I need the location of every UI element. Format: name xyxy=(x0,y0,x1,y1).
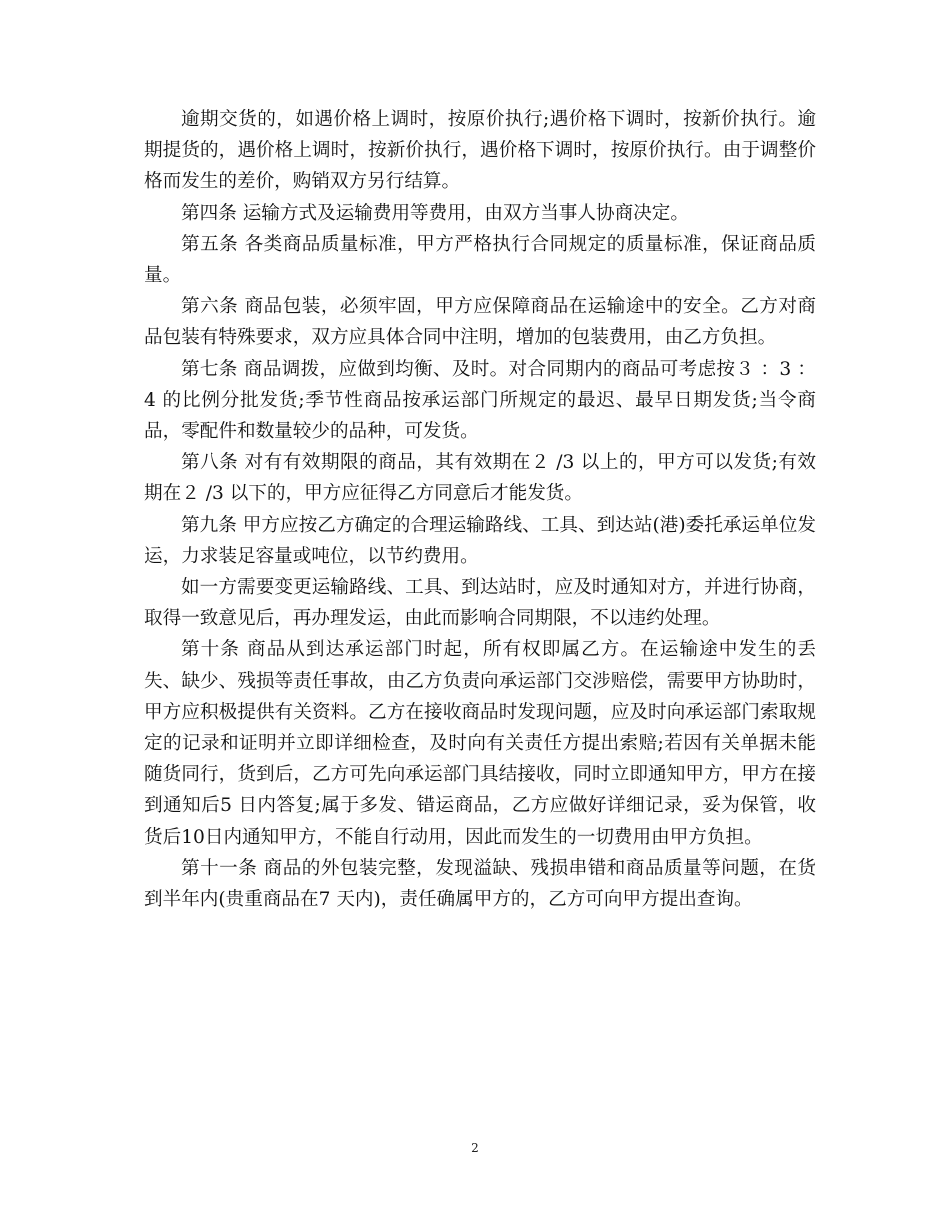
paragraph-article-5: 第五条 各类商品质量标准，甲方严格执行合同规定的质量标准，保证商品质量。 xyxy=(144,233,816,287)
paragraph-route-change: 如一方需要变更运输路线、工具、到达站时，应及时通知对方，并进行协商，取得一致意见后，再办理发运，由此而影响合同期限，不以违约处理。 xyxy=(144,577,816,630)
paragraph-article-6: 第六条 商品包装，必须牢固，甲方应保障商品在运输途中的安全。乙方对商品包装有特殊要求，双方应具体合同中注明，增加的包装费用，由乙方负担。 xyxy=(144,296,816,349)
paragraph-article-11: 第十一条 商品的外包装完整，发现溢缺、残损串错和商品质量等问题，在货到半年内(贵重商品在7 天内)，责任确属甲方的，乙方可向甲方提出查询。 xyxy=(144,857,816,911)
page-number: 2 xyxy=(471,1141,479,1155)
paragraph-late-delivery: 逾期交货的，如遇价格上调时，按原价执行;遇价格下调时，按新价执行。逾期提货的，遇价格上调时，按新价执行，遇价格下调时，按原价执行。由于调整价格而发生的差价，购销双方另行结算。 xyxy=(144,109,816,193)
paragraph-article-8: 第八条 对有有效期限的商品，其有效期在２ /3 以上的，甲方可以发货;有效期在２ /3 以下的，甲方应征得乙方同意后才能发货。 xyxy=(144,452,816,505)
document-body xyxy=(144,104,816,915)
paragraph-article-9: 第九条 甲方应按乙方确定的合理运输路线、工具、到达站(港)委托承运单位发运，力求装足容量或吨位，以节约费用。 xyxy=(144,514,816,567)
paragraph-article-7: 第七条 商品调拨，应做到均衡、及时。对合同期内的商品可考虑按３ ：3 ：4 的比例分批发货;季节性商品按承运部门所规定的最迟、最早日期发货;当令商品，零配件和数量较少的品种，可发货。 xyxy=(144,358,816,443)
paragraph-article-4: 第四条 运输方式及运输费用等费用，由双方当事人协商决定。 xyxy=(181,202,689,224)
paragraph-article-10: 第十条 商品从到达承运部门时起，所有权即属乙方。在运输途中发生的丢失、缺少、残损等责任事故，由乙方负责向承运部门交涉赔偿，需要甲方协助时，甲方应积极提供有关资料。乙方在接收商品时发现问题，应及时向承运部门索取规定的记录和证明并立即详细检查，及时向有关责任方提出索赔;若因有关单据未能随货同行，货到后，乙方可先向承运部门具结接收，同时立即通知甲方，甲方在接到通知后5 日内答复;属于多发、错运商品，乙方应做好详细记录，妥为保管，收货后10日内通知甲方，不能自行动用，因此而发生的一切费用由甲方负担。 xyxy=(144,639,816,848)
